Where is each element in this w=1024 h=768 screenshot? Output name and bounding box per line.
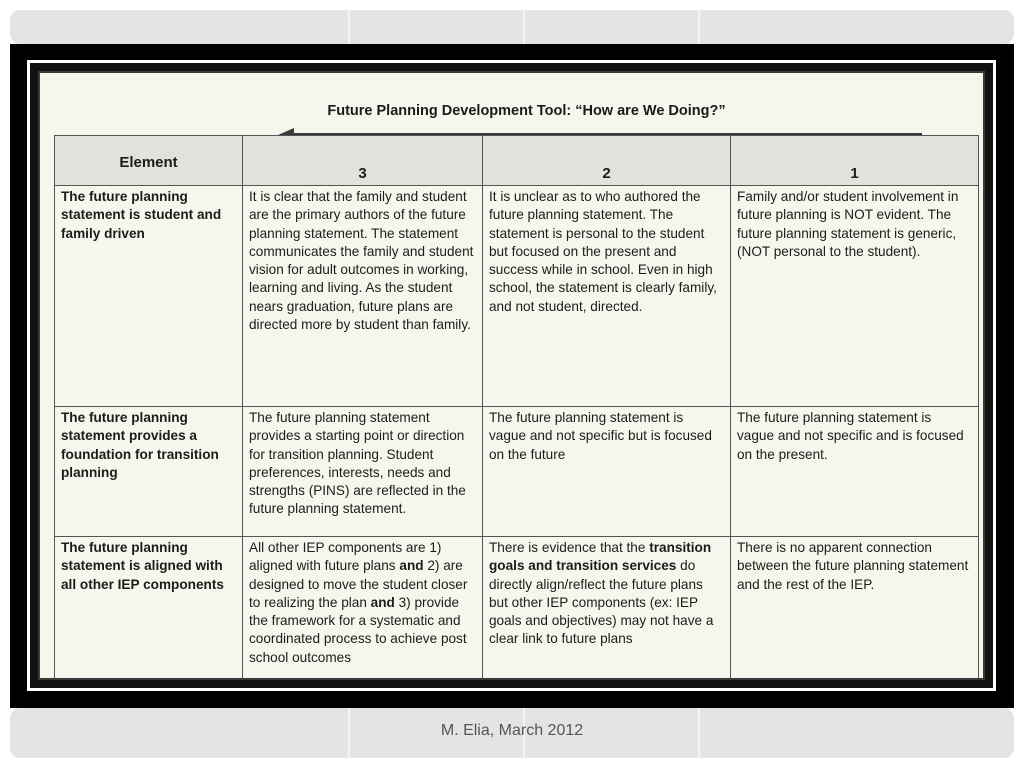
photo-frame — [10, 44, 1014, 708]
header-score-2: 2 — [483, 136, 731, 186]
cell-score-1: There is no apparent connection between the future planning statement and the rest of the IEP. — [731, 537, 979, 681]
text-segment: do directly align/reflect the future plans but other IEP components (ex: IEP goals and objectives) may not have a clear link to future plans — [489, 558, 714, 647]
top-band — [10, 10, 1014, 44]
header-element: Element — [55, 136, 243, 186]
cell-score-1: Family and/or student involvement in future planning is NOT evident. The future planning statement is generic, (NOT personal to the student). — [731, 186, 979, 407]
text-emphasis: transition goals and transition services — [489, 540, 712, 574]
table-row — [55, 407, 979, 537]
cell-score-2: The future planning statement is vague and not specific but is focused on the future — [483, 407, 731, 537]
cell-score-2: It is unclear as to who authored the future planning statement. The statement is personal to the student but focused on the present and success while in school. Even in high school, the statement is clearly family, and not student, directed. — [483, 186, 731, 407]
text-segment: There is evidence that the — [489, 540, 650, 555]
cell-score-2 — [483, 537, 731, 681]
rubric-table — [54, 135, 979, 680]
row-element: The future planning statement is aligned with all other IEP components — [55, 537, 243, 681]
text-emphasis: and — [370, 594, 395, 610]
cell-score-3: It is clear that the family and student are the primary authors of the future planning statement. The statement communicates the family and student vision for adult outcomes in working, learning and living. As the student nears graduation, future plans are directed more by student than family. — [243, 186, 483, 407]
header-row — [55, 136, 979, 186]
text-segment: All other IEP components are 1) aligned with future plans — [249, 540, 442, 574]
document-title: Future Planning Development Tool: “How are We Doing?” — [327, 103, 726, 119]
text-emphasis: and — [399, 558, 424, 574]
photo-border — [27, 60, 996, 691]
cell-score-3: The future planning statement provides a starting point or direction for transition planning. Student preferences, interests, needs and strengths (PINS) are reflected in the future planning statement. — [243, 407, 483, 537]
table-row — [55, 186, 979, 407]
row-element: The future planning statement is student and family driven — [55, 186, 243, 407]
header-score-3: 3 — [243, 136, 483, 186]
text-segment: 2) are designed to move the student closer to realizing the plan — [249, 558, 468, 610]
footer-credit: M. Elia, March 2012 — [440, 722, 584, 739]
row-element: The future planning statement provides a foundation for transition planning — [55, 407, 243, 537]
table-row — [55, 537, 979, 681]
header-score-1: 1 — [731, 136, 979, 186]
cell-score-3 — [243, 537, 483, 681]
document-photo — [38, 71, 985, 680]
text-segment: 3) provide the framework for a systematic and coordinated process to achieve post school outcomes — [249, 594, 467, 665]
cell-score-1: The future planning statement is vague and not specific and is focused on the present. — [731, 407, 979, 537]
